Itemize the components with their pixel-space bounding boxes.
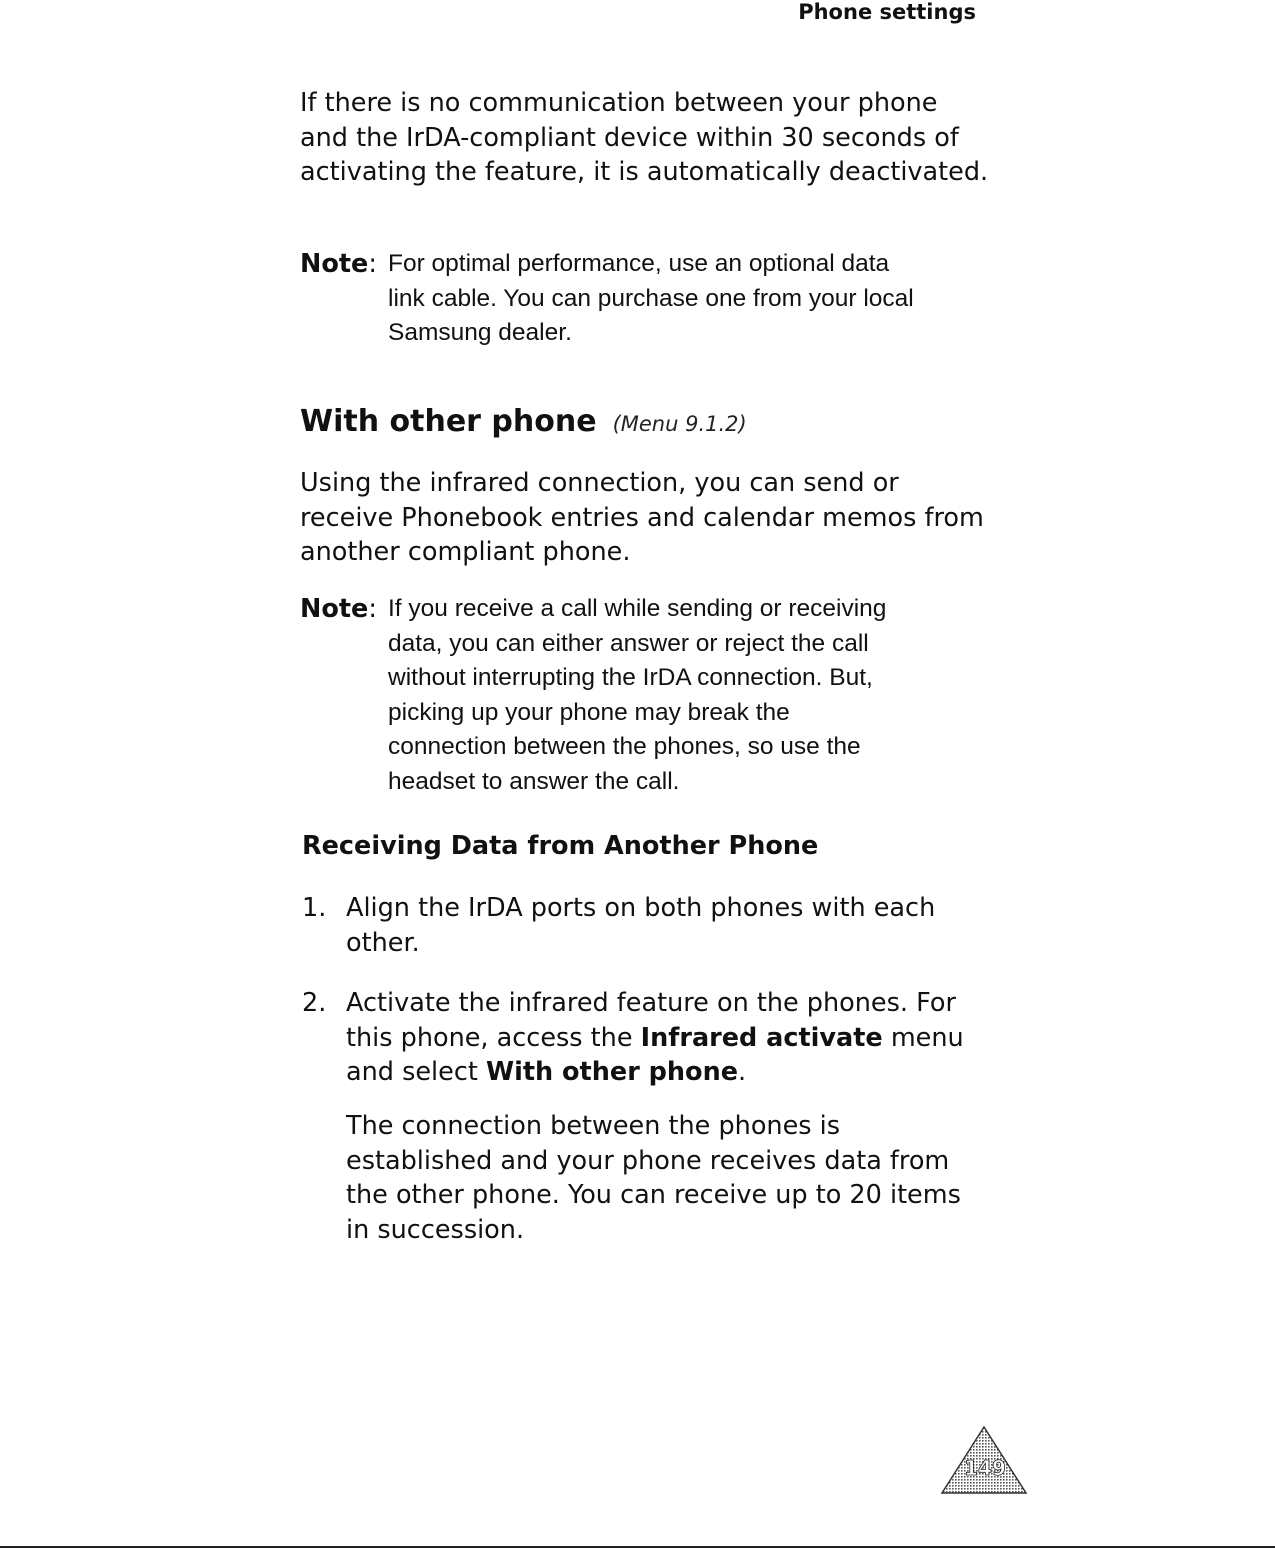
page-number: 149 [964,1456,1006,1480]
note-line: link cable. You can purchase one from your local [388,284,914,312]
section-heading [300,402,747,442]
section-paragraph: Using the infrared connection, you can send or receive Phonebook entries and calendar memos from another compliant phone. [300,468,984,567]
note-line: without interrupting the IrDA connection. But, [388,664,873,691]
step-text: Align the IrDA ports on both phones with each other. [346,893,936,958]
note-line: If you receive a call while sending or receiving [388,595,887,622]
section-title: With other phone [300,404,597,439]
subsection-title: Receiving Data from Another Phone [302,831,819,861]
step-followup-paragraph: The connection between the phones is established and your phone receives data from the other phone. You can receive up to 20 items in succession. [346,1111,961,1245]
note-label: Note: [300,594,377,624]
bottom-rule [0,1546,1275,1548]
note-line: connection between the phones, so use the [388,733,861,760]
step-number: 2. [302,988,327,1018]
menu-reference: (Menu 9.1.2) [612,412,747,436]
page-number-badge [940,1425,1028,1495]
note-line: picking up your phone may break the [388,698,790,726]
step-number: 1. [302,893,327,923]
note-label: Note: [300,249,377,279]
note-body [388,247,988,351]
running-header: Phone settings [798,0,976,24]
note-body [388,592,988,799]
intro-paragraph: If there is no communication between your phone and the IrDA-compliant device within 30 seconds of activating the feature, it is automatically deactivated. [300,88,989,187]
menu-name-infrared-activate: Infrared activate [640,1022,883,1053]
note-line: For optimal performance, use an optional data [388,250,890,277]
option-name-with-other-phone: With other phone [485,1057,739,1087]
note-line: Samsung dealer. [388,319,572,346]
note-line: headset to answer the call. [388,767,680,795]
note-line: data, you can either answer or reject the call [388,629,869,657]
step-text: Activate the infrared feature on the phones. For this phone, access the Infrared activate menu and select With other phone. [346,988,964,1087]
